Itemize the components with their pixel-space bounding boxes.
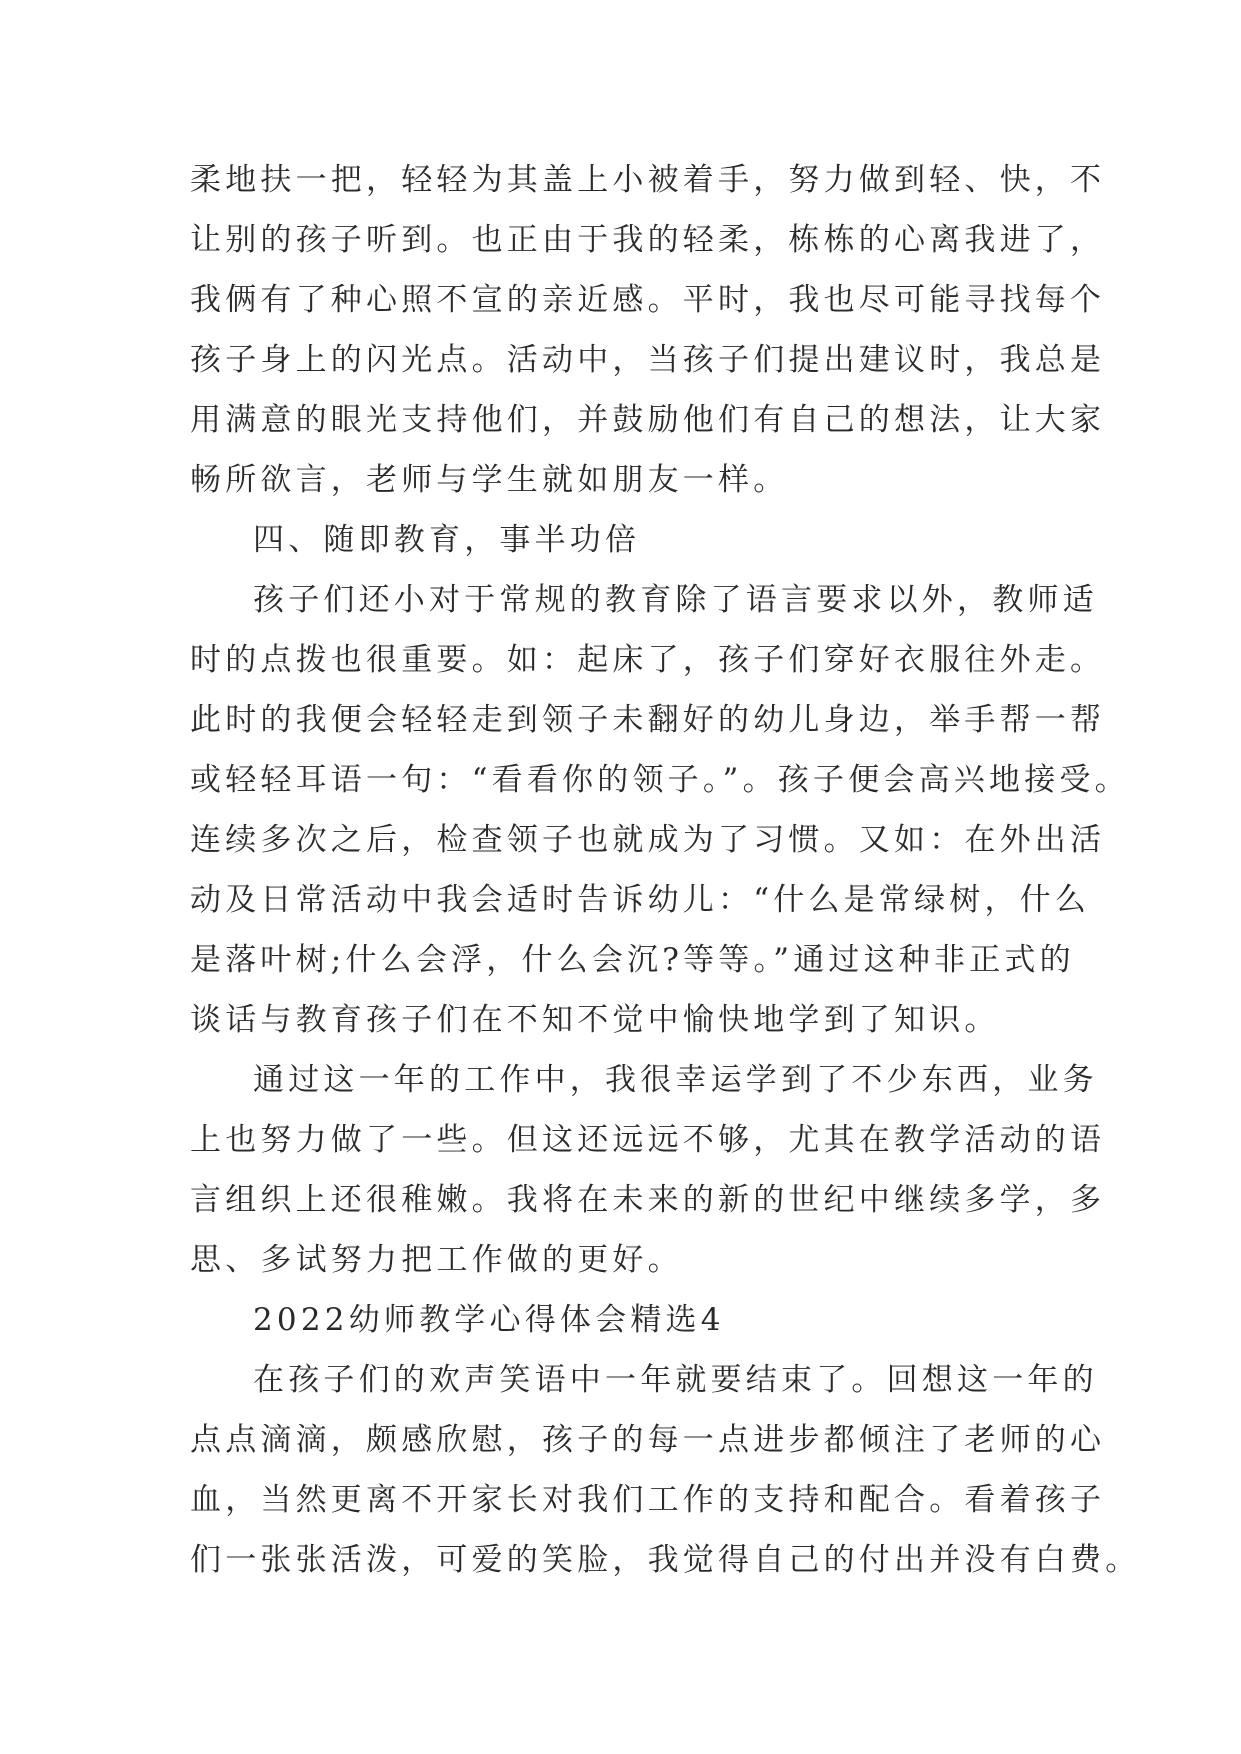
text-line: 时的点拨也很重要。如：起床了，孩子们穿好衣服往外走。 (190, 642, 1106, 678)
text-line: 点点滴滴，颇感欣慰，孩子的每一点进步都倾注了老师的心 (190, 1422, 1106, 1458)
text-line: 用满意的眼光支持他们，并鼓励他们有自己的想法，让大家 (190, 402, 1106, 438)
text-line: 通过这一年的工作中，我很幸运学到了不少东西，业务 (253, 1062, 1098, 1098)
text-line: 让别的孩子听到。也正由于我的轻柔，栋栋的心离我进了， (190, 222, 1106, 258)
section-heading: 四、随即教育，事半功倍 (253, 522, 641, 558)
text-line: 畅所欲言，老师与学生就如朋友一样。 (190, 462, 789, 498)
text-line: 上也努力做了一些。但这还远远不够，尤其在教学活动的语 (190, 1122, 1106, 1158)
section-heading: 2022幼师教学心得体会精选4 (253, 1302, 725, 1338)
text-line: 血，当然更离不开家长对我们工作的支持和配合。看着孩子 (190, 1482, 1106, 1518)
text-line: 们一张张活泼，可爱的笑脸，我觉得自己的付出并没有白费。 (190, 1542, 1141, 1578)
text-line: 言组织上还很稚嫩。我将在未来的新的世纪中继续多学，多 (190, 1182, 1106, 1218)
text-line: 是落叶树;什么会浮，什么会沉?等等。”通过这种非正式的 (190, 942, 1075, 978)
text-line: 柔地扶一把，轻轻为其盖上小被着手，努力做到轻、快，不 (190, 162, 1106, 198)
text-line: 思、多试努力把工作做的更好。 (190, 1242, 683, 1278)
text-line: 谈话与教育孩子们在不知不觉中愉快地学到了知识。 (190, 1002, 1000, 1038)
text-line: 孩子身上的闪光点。活动中，当孩子们提出建议时，我总是 (190, 342, 1106, 378)
text-line: 我俩有了种心照不宣的亲近感。平时，我也尽可能寻找每个 (190, 282, 1106, 318)
text-line: 动及日常活动中我会适时告诉幼儿：“什么是常绿树，什么 (190, 882, 1091, 918)
text-line: 孩子们还小对于常规的教育除了语言要求以外，教师适 (253, 582, 1098, 618)
text-line: 或轻轻耳语一句：“看看你的领子。”。孩子便会高兴地接受。 (190, 762, 1130, 798)
document-body (190, 150, 1141, 1590)
text-line: 在孩子们的欢声笑语中一年就要结束了。回想这一年的 (253, 1362, 1098, 1398)
text-line: 此时的我便会轻轻走到领子未翻好的幼儿身边，举手帮一帮 (190, 702, 1106, 738)
text-line: 连续多次之后，检查领子也就成为了习惯。又如：在外出活 (190, 822, 1106, 858)
